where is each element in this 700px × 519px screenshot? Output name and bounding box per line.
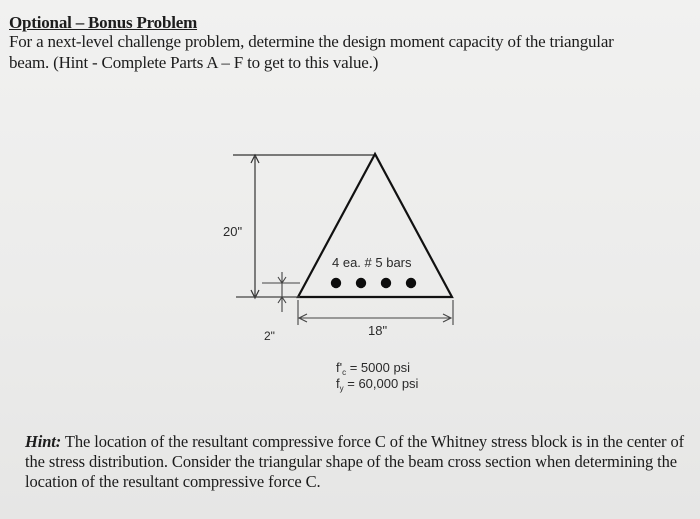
steel-yield-label: $f_y = 60,000$ psi	[336, 376, 419, 393]
width-dimension	[298, 300, 453, 325]
cover-label: 2"	[264, 329, 275, 343]
rebar	[381, 278, 391, 288]
rebar	[406, 278, 416, 288]
rebar	[356, 278, 366, 288]
height-label: 20"	[223, 224, 243, 239]
hint-paragraph	[25, 432, 690, 492]
reinforcement-bars	[331, 278, 416, 288]
concrete-strength-label: $f'_c = 5000$ psi	[336, 360, 411, 377]
triangular-beam-outline	[298, 154, 452, 297]
rebar	[331, 278, 341, 288]
height-dimension	[233, 155, 375, 298]
width-label: 18"	[368, 323, 388, 338]
problem-statement: For a next-level challenge problem, determine the design moment capacity of the triangular beam. (Hint - Complete Parts A – F to get to this value.)	[9, 32, 614, 72]
bars-label: 4 ea. # 5 bars	[332, 255, 412, 270]
hint-label: Hint:	[25, 432, 62, 451]
cover-dimension	[262, 272, 300, 312]
hint-text: The location of the resultant compressive force C of the Whitney stress block is in the center of the stress distribution. Consider the triangular shape of the beam cross section when determining the location of the resultant compressive force C.	[25, 432, 685, 491]
problem-title: Optional – Bonus Problem	[9, 13, 198, 32]
